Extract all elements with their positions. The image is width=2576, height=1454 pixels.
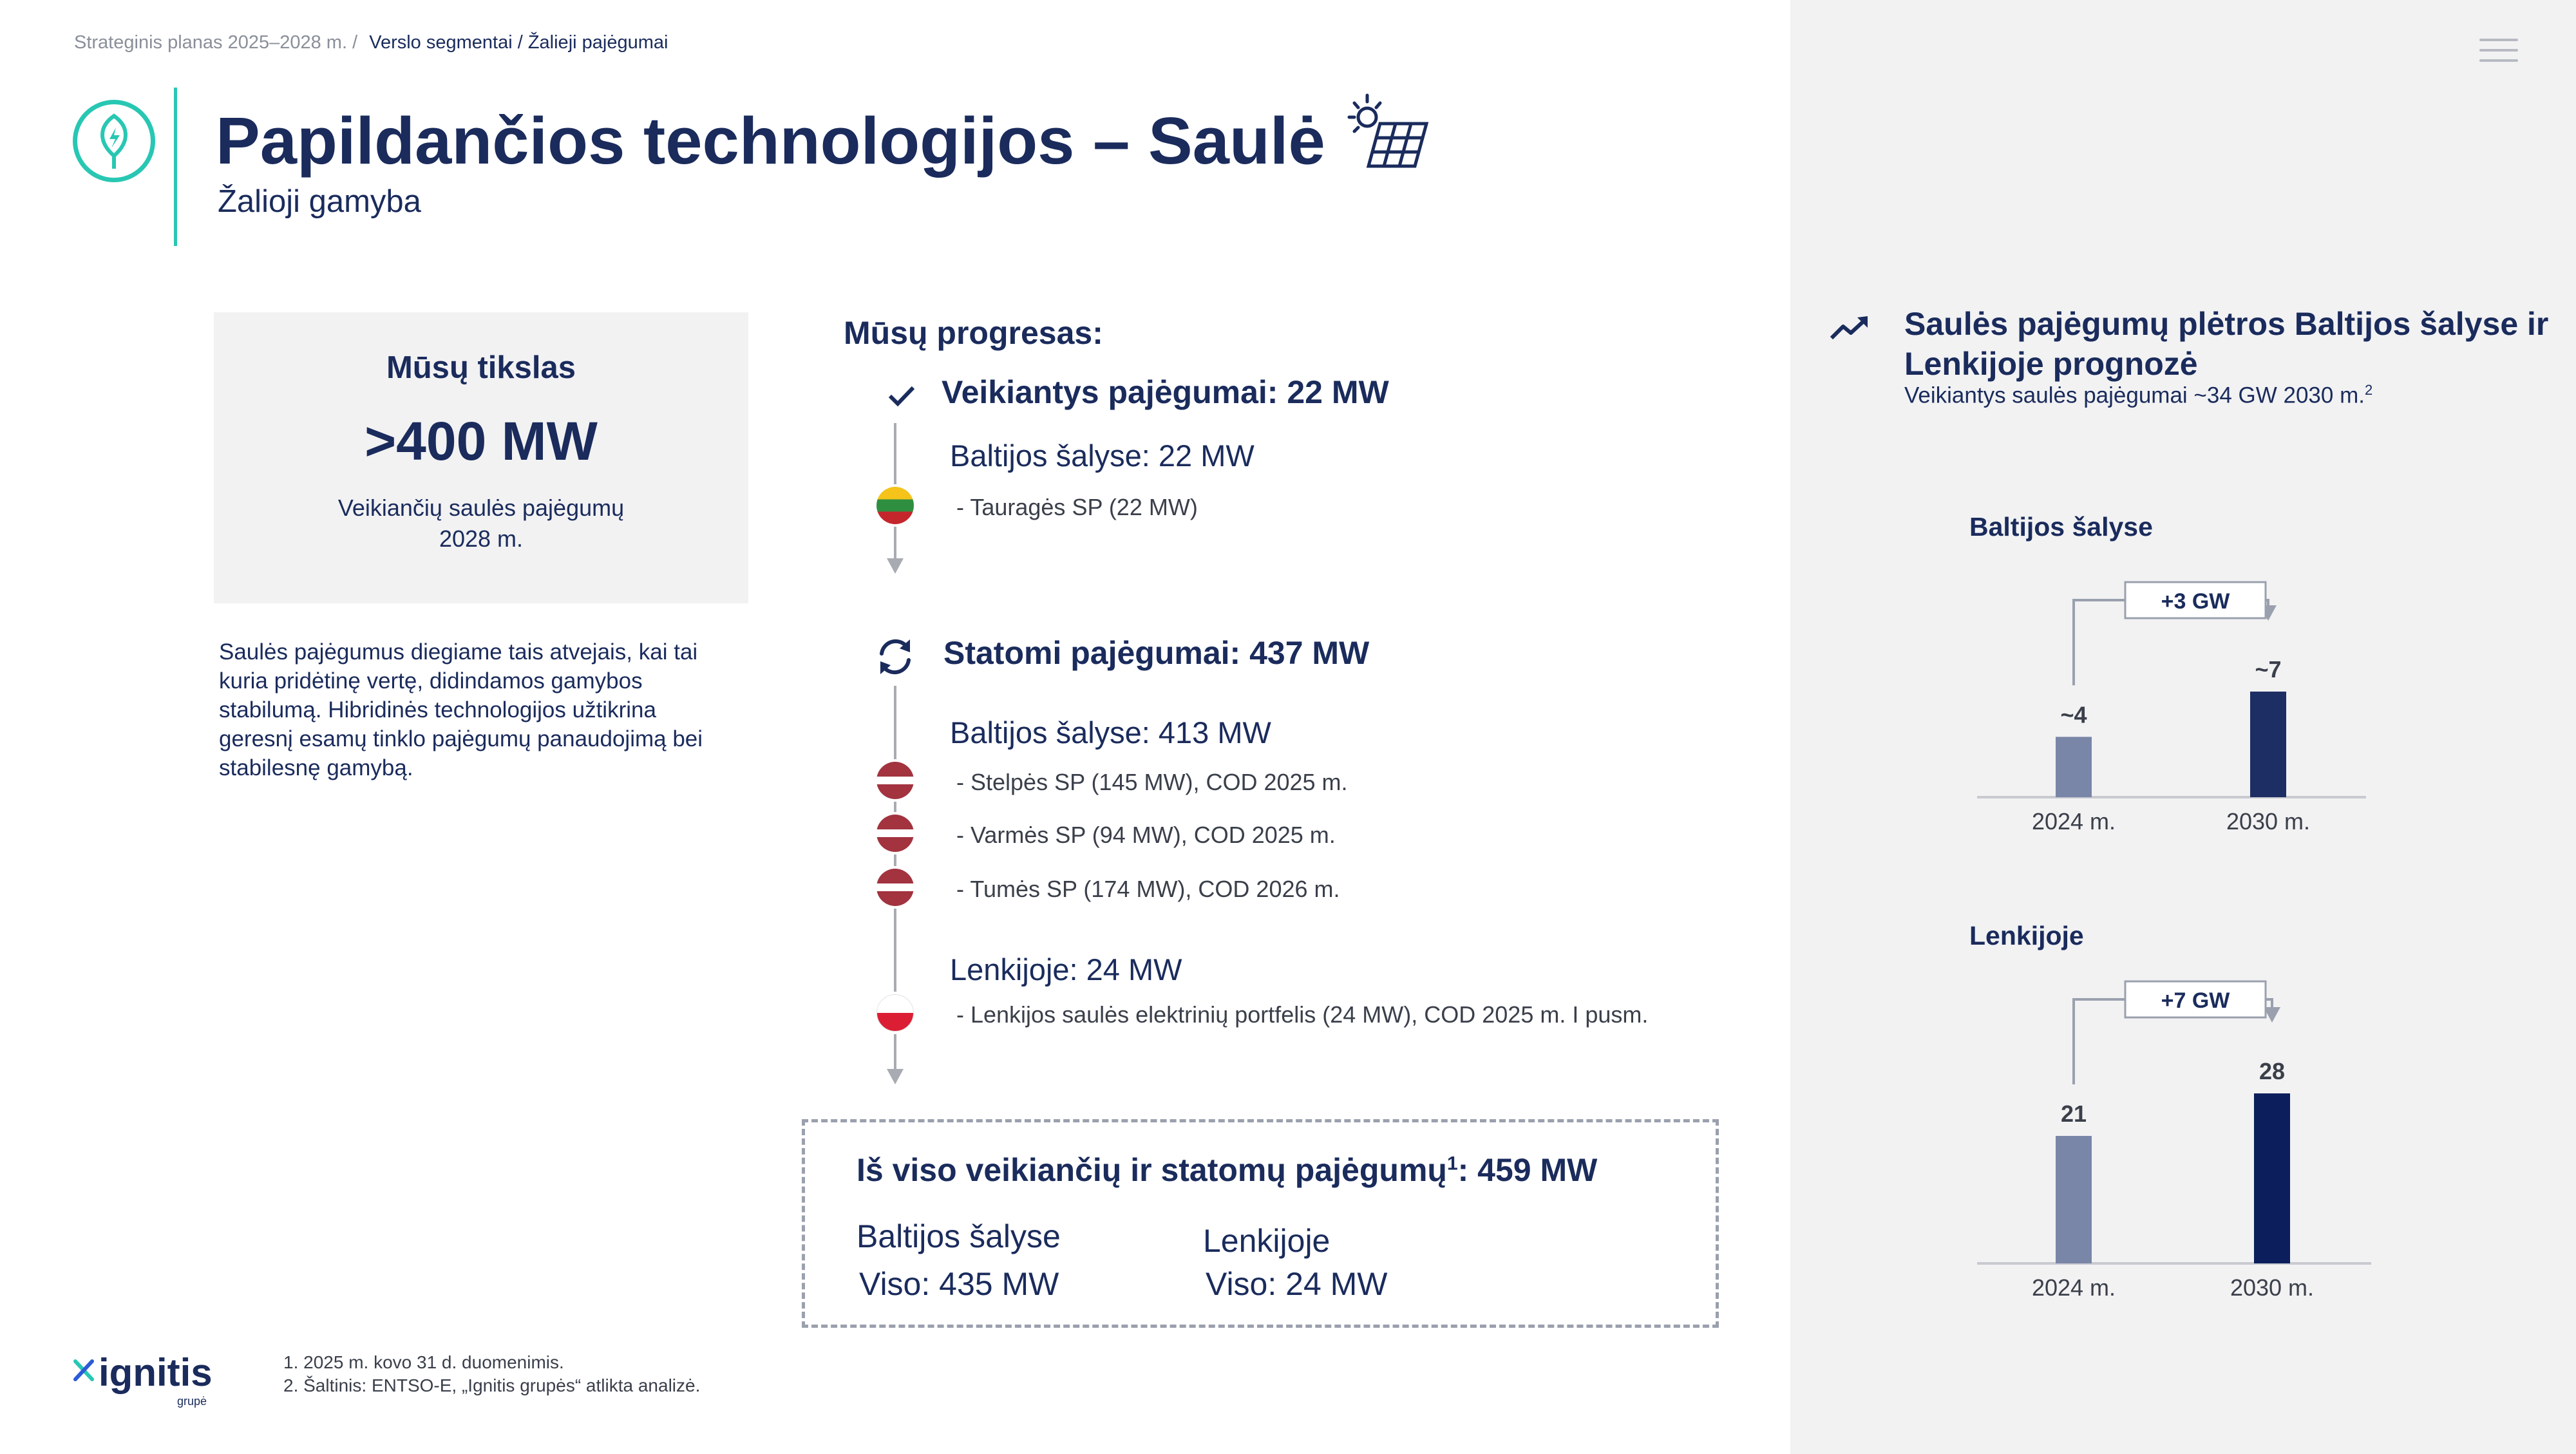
chart-bar xyxy=(2250,692,2286,797)
latvia-flag-icon xyxy=(876,815,914,852)
footnote-2: 2. Šaltinis: ENTSO-E, „Ignitis grupės“ atlikta analizė. xyxy=(283,1375,701,1395)
chart-tick-label: 2024 m. xyxy=(2031,808,2116,835)
strategy-paragraph: Saulės pajėgumus diegiame tais atvejais, kai tai kuria pridėtinę vertę, didindamos gamybos stabilumą. Hibridinės technologijos užtikrina geresnį esamų tinklo pajėgumų panaudojimą bei stabilesnę gamybą. xyxy=(219,639,703,780)
target-card xyxy=(214,312,748,603)
target-desc-line2: 2028 m. xyxy=(439,525,524,552)
total-poland-value: Viso: 24 MW xyxy=(1206,1266,1388,1302)
logo-subtext: grupė xyxy=(177,1395,207,1408)
target-heading: Mūsų tikslas xyxy=(386,350,576,385)
total-title-text: Iš viso veikiančių ir statomų pajėgumų xyxy=(857,1152,1447,1188)
latvia-flag-icon xyxy=(876,762,914,799)
chart-data-label: 21 xyxy=(2060,1100,2087,1127)
logo-wordmark: ignitis xyxy=(99,1357,213,1394)
trending-up-icon xyxy=(1829,314,1870,342)
list-item: - Tumės SP (174 MW), COD 2026 m. xyxy=(956,876,1340,902)
target-value: >400 MW xyxy=(365,411,598,471)
green-leaf-icon xyxy=(73,100,155,182)
chart-bar xyxy=(2056,1136,2092,1263)
chart-annotation-line xyxy=(2074,999,2125,1084)
latvia-flag-icon xyxy=(876,869,914,906)
poland-bar-chart xyxy=(1971,966,2383,1314)
poland-flag-icon xyxy=(876,994,914,1032)
breadcrumb-root[interactable]: Strateginis planas 2025–2028 m. / xyxy=(74,32,358,53)
chart-title-poland: Lenkijoje xyxy=(1969,921,2084,950)
construction-region-baltic: Baltijos šalyse: 413 MW xyxy=(950,715,1271,750)
chart-annotation-line xyxy=(2074,600,2125,685)
list-item: - Lenkijos saulės elektrinių portfelis (24 MW), COD 2025 m. I pusm. xyxy=(956,1001,1649,1028)
chart-tick-label: 2030 m. xyxy=(2230,1274,2315,1301)
chart-annotation-label: +3 GW xyxy=(2161,589,2230,614)
chart-title-baltic: Baltijos šalyse xyxy=(1969,512,2153,542)
timeline-arrow-icon xyxy=(887,1069,904,1084)
operating-title: Veikiantys pajėgumai: 22 MW xyxy=(942,374,1389,410)
title-divider xyxy=(174,88,177,246)
total-baltic-label: Baltijos šalyse xyxy=(857,1218,1061,1254)
footnote-1: 1. 2025 m. kovo 31 d. duomenimis. xyxy=(283,1352,564,1372)
construction-title: Statomi pajėgumai: 437 MW xyxy=(943,635,1370,671)
total-poland-label: Lenkijoje xyxy=(1203,1223,1331,1259)
total-title-value: : 459 MW xyxy=(1457,1152,1598,1188)
footnote-mark: 2 xyxy=(2364,382,2373,398)
progress-heading: Mūsų progresas: xyxy=(844,315,1103,351)
chart-annotation-label: +7 GW xyxy=(2161,988,2230,1013)
operating-region: Baltijos šalyse: 22 MW xyxy=(950,439,1255,473)
total-title xyxy=(857,1151,1597,1189)
page-subtitle: Žalioji gamyba xyxy=(218,184,421,219)
menu-icon[interactable] xyxy=(2479,39,2518,64)
chart-tick-label: 2030 m. xyxy=(2226,808,2311,835)
forecast-title: Saulės pajėgumų plėtros Baltijos šalyse ir Lenkijoje prognozė xyxy=(1904,306,2549,382)
total-summary-box xyxy=(802,1119,1719,1328)
chart-data-label: ~4 xyxy=(2060,701,2087,728)
check-icon xyxy=(887,385,916,407)
chart-data-label: ~7 xyxy=(2255,656,2282,683)
timeline-arrow-icon xyxy=(887,558,904,574)
breadcrumb xyxy=(74,32,668,53)
ignitis-logo xyxy=(73,1357,221,1409)
page-title: Papildančios technologijos – Saulė xyxy=(216,104,1325,178)
target-description xyxy=(214,493,748,554)
chart-data-label: 28 xyxy=(2259,1058,2286,1084)
chart-bar xyxy=(2056,737,2092,797)
forecast-subtitle-text: Veikiantys saulės pajėgumai ~34 GW 2030 m. xyxy=(1904,382,2365,408)
list-item: - Stelpės SP (145 MW), COD 2025 m. xyxy=(956,769,1348,795)
chart-bar xyxy=(2254,1093,2290,1263)
target-desc-line1: Veikiančių saulės pajėgumų xyxy=(337,495,625,521)
solar-panel-icon xyxy=(1343,90,1433,174)
baltic-bar-chart xyxy=(1971,567,2383,837)
lithuania-flag-icon xyxy=(876,487,914,524)
construction-region-poland: Lenkijoje: 24 MW xyxy=(950,952,1182,987)
total-baltic-value: Viso: 435 MW xyxy=(859,1266,1059,1302)
footnote-mark: 1 xyxy=(1446,1153,1458,1175)
breadcrumb-current[interactable]: Verslo segmentai / Žalieji pajėgumai xyxy=(369,32,668,53)
list-item: - Tauragės SP (22 MW) xyxy=(956,494,1198,520)
forecast-subtitle xyxy=(1904,382,2372,409)
footnotes xyxy=(283,1351,700,1397)
refresh-icon xyxy=(873,634,918,679)
list-item: - Varmės SP (94 MW), COD 2025 m. xyxy=(956,822,1336,848)
chart-tick-label: 2024 m. xyxy=(2031,1274,2116,1301)
